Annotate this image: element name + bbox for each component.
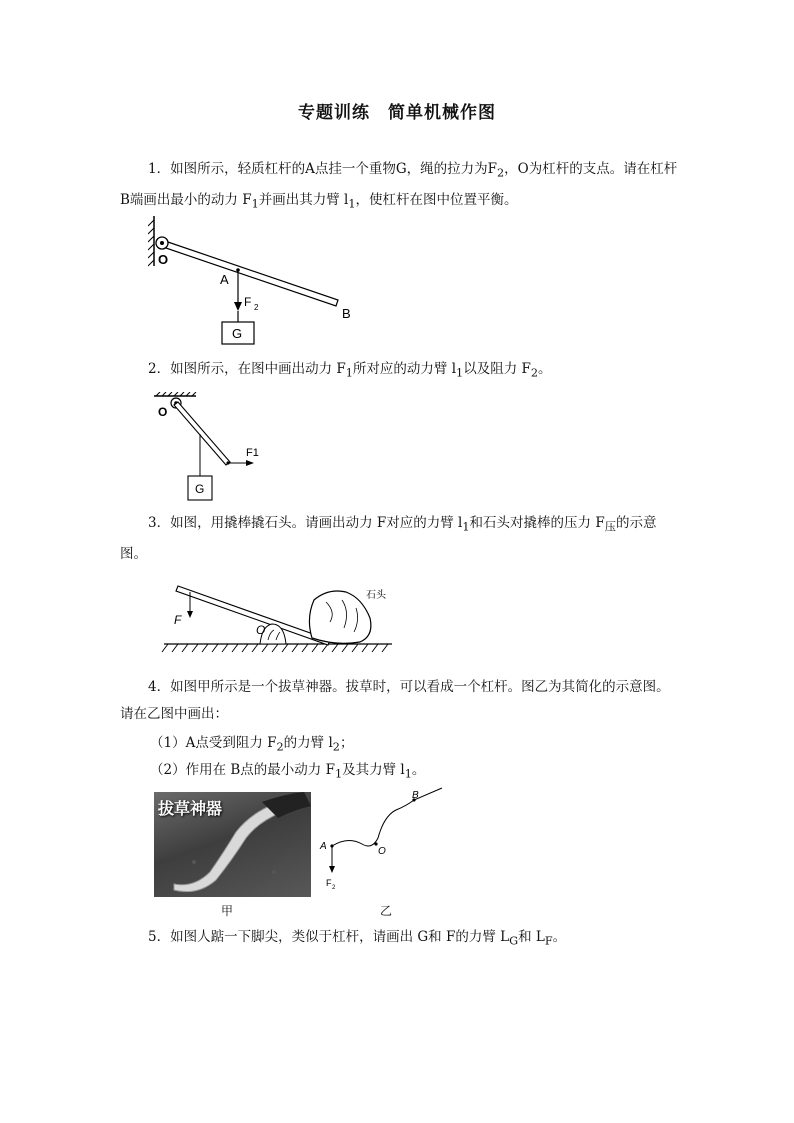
label-o: O bbox=[158, 252, 169, 267]
caption-left: 甲 bbox=[221, 904, 234, 918]
label-b: B bbox=[342, 306, 351, 321]
label-o: O bbox=[256, 623, 266, 637]
label-f: F bbox=[174, 613, 182, 627]
label-a: A bbox=[220, 272, 229, 287]
svg-text:2: 2 bbox=[254, 303, 259, 312]
question-4-item-1: （1）A点受到阻力 $F_2$的力臂 $l_2$； bbox=[150, 735, 354, 754]
question-4-text: 4．如图甲所示是一个拔草神器。拔草时，可以看成一个杠杆。图乙为其简化的示意图。请在乙图中画出： bbox=[120, 679, 670, 722]
question-3-crowbar-diagram bbox=[160, 578, 400, 660]
question-1-lever-diagram bbox=[148, 214, 368, 350]
page-title: 专题训练 简单机械作图 bbox=[298, 103, 496, 123]
question-3-text: 3．如图，用撬棒撬石头。请画出动力 F对应的力臂 $l_1$和石头对撬棒的压力 $F_压$的示意图。 bbox=[120, 515, 657, 562]
label-a: A bbox=[320, 841, 327, 852]
label-b: B bbox=[412, 790, 419, 801]
label-g: G bbox=[232, 326, 243, 341]
question-2-text: 2．如图所示，在图中画出动力 $F_1$所对应的动力臂 $l_1$以及阻力 $F_2$。 bbox=[148, 361, 552, 380]
question-4-item-2: （2）作用在 B点的最小动力 $F_1$及其力臂 $l_1$。 bbox=[150, 762, 426, 781]
label-g: G bbox=[195, 482, 205, 496]
question-4-simplified-diagram bbox=[318, 786, 448, 896]
label-f2: F bbox=[244, 295, 252, 309]
svg-text:2: 2 bbox=[332, 885, 336, 891]
label-o: O bbox=[378, 846, 386, 857]
label-f1: F1 bbox=[246, 447, 259, 459]
label-stone: 石头 bbox=[366, 590, 386, 601]
label-f2: F bbox=[326, 878, 332, 888]
photo-label: 拔草神器 bbox=[158, 799, 223, 818]
label-o: O bbox=[158, 405, 168, 419]
weeder-photo bbox=[154, 792, 311, 897]
question-2-lever-diagram bbox=[150, 392, 270, 504]
caption-right: 乙 bbox=[380, 904, 393, 918]
question-5-text: 5．如图人踮一下脚尖，类似于杠杆，请画出 G和 F的力臂 $L_G$和 $L_F$。 bbox=[148, 929, 567, 948]
question-1-text: 1．如图所示，轻质杠杆的A点挂一个重物G，绳的拉力为$F_2$，O为杠杆的支点。请在杠杆 B端画出最小的动力 $F_1$并画出其力臂 $l_1$，使杠杆在图中位置平衡。 bbox=[120, 161, 678, 211]
